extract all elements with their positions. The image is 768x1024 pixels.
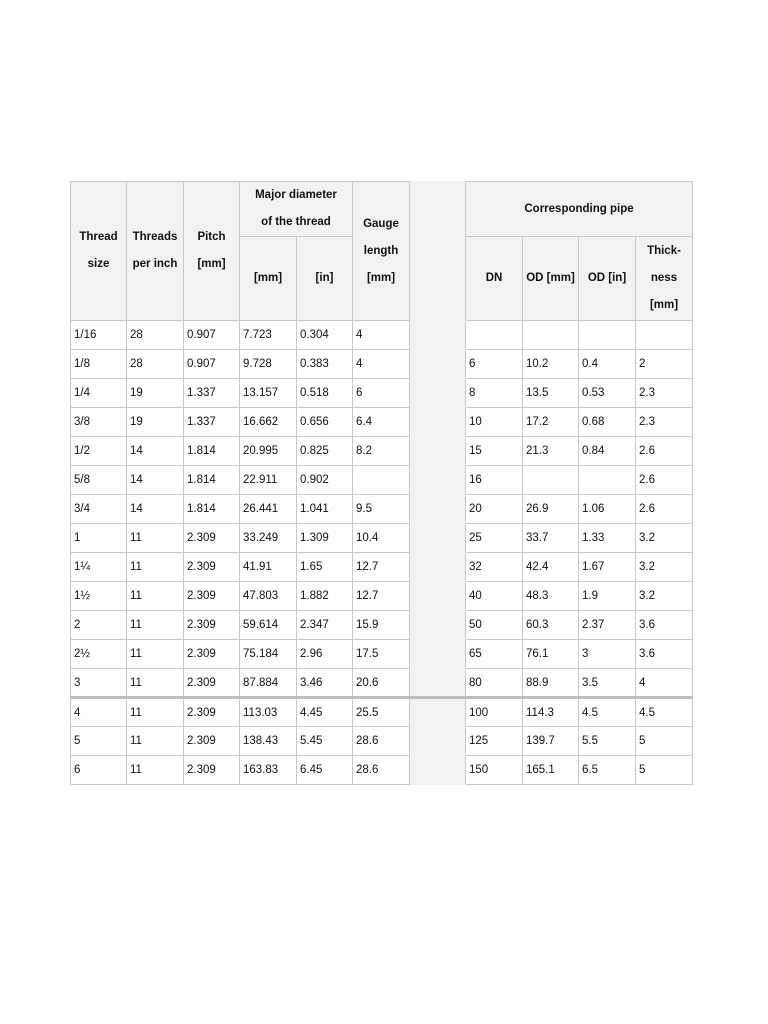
cell-od-in: 1.06 [579,495,636,524]
cell-gap [410,553,466,582]
cell-od-in: 0.53 [579,379,636,408]
thread-pipe-table [70,181,693,785]
cell-gauge-length: 17.5 [353,640,410,669]
cell-major-diameter-in: 6.45 [297,756,353,785]
cell-thread-size: 5/8 [71,466,127,495]
cell-dn: 8 [466,379,523,408]
cell-gap [410,582,466,611]
cell-major-diameter-mm: 22.911 [240,466,297,495]
cell-gap [410,379,466,408]
table-row [71,727,693,756]
cell-gauge-length: 15.9 [353,611,410,640]
cell-gauge-length: 12.7 [353,582,410,611]
table-row [71,698,693,727]
cell-dn: 50 [466,611,523,640]
cell-gauge-length: 10.4 [353,524,410,553]
cell-od-mm: 42.4 [523,553,579,582]
cell-major-diameter-mm: 75.184 [240,640,297,669]
cell-threads-per-inch: 14 [127,495,184,524]
cell-pitch: 0.907 [184,321,240,350]
cell-gap [410,611,466,640]
cell-pitch: 2.309 [184,640,240,669]
cell-major-diameter-in: 4.45 [297,698,353,727]
table-row [71,350,693,379]
cell-thread-size: 3/8 [71,408,127,437]
cell-major-diameter-mm: 87.884 [240,669,297,698]
table-row [71,582,693,611]
cell-od-in: 1.9 [579,582,636,611]
cell-pitch: 1.814 [184,466,240,495]
cell-major-diameter-mm: 163.83 [240,756,297,785]
cell-od-in: 1.67 [579,553,636,582]
header-gauge-length: Gauge length [mm] [353,182,410,321]
cell-od-mm [523,321,579,350]
cell-gauge-length [353,466,410,495]
table-row [71,321,693,350]
cell-thickness: 3.2 [636,524,693,553]
cell-gap [410,466,466,495]
cell-od-in: 3 [579,640,636,669]
table-row [71,437,693,466]
cell-od-mm: 26.9 [523,495,579,524]
cell-thread-size: 1 [71,524,127,553]
cell-dn: 15 [466,437,523,466]
cell-major-diameter-in: 1.041 [297,495,353,524]
cell-od-in: 0.68 [579,408,636,437]
cell-threads-per-inch: 11 [127,698,184,727]
cell-thickness: 4 [636,669,693,698]
cell-threads-per-inch: 28 [127,350,184,379]
cell-dn: 40 [466,582,523,611]
cell-thickness [636,321,693,350]
cell-od-mm: 10.2 [523,350,579,379]
header-threads-per-inch: Threads per inch [127,182,184,321]
cell-threads-per-inch: 11 [127,553,184,582]
cell-od-in: 0.84 [579,437,636,466]
cell-threads-per-inch: 11 [127,611,184,640]
cell-od-mm: 48.3 [523,582,579,611]
cell-major-diameter-in: 0.518 [297,379,353,408]
cell-thread-size: 2½ [71,640,127,669]
cell-pitch: 2.309 [184,669,240,698]
cell-threads-per-inch: 11 [127,756,184,785]
cell-thickness: 5 [636,727,693,756]
cell-gauge-length: 12.7 [353,553,410,582]
table-row [71,466,693,495]
cell-threads-per-inch: 28 [127,321,184,350]
header-row-1 [71,182,693,237]
cell-thread-size: 5 [71,727,127,756]
cell-gauge-length: 25.5 [353,698,410,727]
cell-thread-size: 3 [71,669,127,698]
cell-gap [410,524,466,553]
cell-od-in: 5.5 [579,727,636,756]
header-thickness: Thick- ness [mm] [636,237,693,321]
cell-dn: 20 [466,495,523,524]
header-thread-size: Thread size [71,182,127,321]
cell-dn: 150 [466,756,523,785]
cell-threads-per-inch: 11 [127,669,184,698]
table-row [71,379,693,408]
cell-gap [410,727,466,756]
cell-pitch: 2.309 [184,524,240,553]
cell-pitch: 2.309 [184,756,240,785]
cell-major-diameter-in: 1.65 [297,553,353,582]
table-row [71,669,693,698]
cell-od-mm: 114.3 [523,698,579,727]
cell-od-mm [523,466,579,495]
cell-major-diameter-in: 2.347 [297,611,353,640]
cell-thickness: 2.6 [636,466,693,495]
cell-thread-size: 1¼ [71,553,127,582]
cell-dn: 100 [466,698,523,727]
cell-gauge-length: 6 [353,379,410,408]
cell-thread-size: 1/8 [71,350,127,379]
cell-thickness: 2.3 [636,379,693,408]
cell-od-in: 6.5 [579,756,636,785]
cell-pitch: 2.309 [184,727,240,756]
cell-major-diameter-mm: 9.728 [240,350,297,379]
header-od-in: OD [in] [579,237,636,321]
cell-gap [410,437,466,466]
header-od-mm: OD [mm] [523,237,579,321]
cell-dn: 65 [466,640,523,669]
cell-threads-per-inch: 14 [127,437,184,466]
header-gap [410,182,466,321]
cell-major-diameter-in: 0.656 [297,408,353,437]
cell-gauge-length: 8.2 [353,437,410,466]
cell-gauge-length: 20.6 [353,669,410,698]
header-corresponding-pipe: Corresponding pipe [466,182,693,237]
cell-thread-size: 1/2 [71,437,127,466]
header-major-mm: [mm] [240,237,297,321]
cell-threads-per-inch: 11 [127,524,184,553]
cell-threads-per-inch: 11 [127,640,184,669]
cell-dn: 6 [466,350,523,379]
cell-major-diameter-mm: 7.723 [240,321,297,350]
cell-thickness: 5 [636,756,693,785]
cell-pitch: 1.337 [184,408,240,437]
cell-dn: 80 [466,669,523,698]
table-row [71,756,693,785]
cell-thickness: 2.6 [636,437,693,466]
cell-dn: 16 [466,466,523,495]
cell-gap [410,756,466,785]
cell-threads-per-inch: 11 [127,582,184,611]
cell-od-mm: 88.9 [523,669,579,698]
cell-major-diameter-in: 5.45 [297,727,353,756]
cell-pitch: 2.309 [184,553,240,582]
cell-threads-per-inch: 19 [127,379,184,408]
cell-od-mm: 33.7 [523,524,579,553]
cell-gap [410,495,466,524]
cell-thread-size: 2 [71,611,127,640]
table-row [71,611,693,640]
header-major-diameter: Major diameter of the thread [240,182,353,237]
cell-thread-size: 4 [71,698,127,727]
cell-od-in [579,321,636,350]
cell-od-mm: 139.7 [523,727,579,756]
cell-gap [410,640,466,669]
cell-dn: 10 [466,408,523,437]
cell-major-diameter-in: 0.902 [297,466,353,495]
cell-gauge-length: 4 [353,350,410,379]
cell-threads-per-inch: 19 [127,408,184,437]
cell-gap [410,408,466,437]
cell-gap [410,698,466,727]
cell-major-diameter-in: 0.383 [297,350,353,379]
cell-gauge-length: 28.6 [353,756,410,785]
cell-threads-per-inch: 11 [127,727,184,756]
cell-pitch: 2.309 [184,582,240,611]
cell-thickness: 3.2 [636,582,693,611]
cell-gauge-length: 6.4 [353,408,410,437]
cell-pitch: 2.309 [184,611,240,640]
table-row [71,553,693,582]
cell-thickness: 3.6 [636,640,693,669]
cell-dn: 32 [466,553,523,582]
cell-thickness: 3.6 [636,611,693,640]
cell-od-in: 2.37 [579,611,636,640]
cell-pitch: 1.337 [184,379,240,408]
cell-od-in: 3.5 [579,669,636,698]
cell-major-diameter-in: 0.825 [297,437,353,466]
cell-gap [410,350,466,379]
cell-thread-size: 1/16 [71,321,127,350]
header-major-in: [in] [297,237,353,321]
cell-gauge-length: 4 [353,321,410,350]
cell-major-diameter-mm: 47.803 [240,582,297,611]
table-body [71,321,693,785]
cell-dn: 25 [466,524,523,553]
cell-major-diameter-mm: 113.03 [240,698,297,727]
cell-dn [466,321,523,350]
table-row [71,640,693,669]
cell-od-mm: 76.1 [523,640,579,669]
cell-major-diameter-mm: 20.995 [240,437,297,466]
cell-od-mm: 21.3 [523,437,579,466]
cell-thickness: 3.2 [636,553,693,582]
table-row [71,495,693,524]
cell-major-diameter-mm: 16.662 [240,408,297,437]
cell-dn: 125 [466,727,523,756]
cell-gauge-length: 28.6 [353,727,410,756]
cell-major-diameter-in: 3.46 [297,669,353,698]
cell-pitch: 1.814 [184,437,240,466]
cell-od-in: 0.4 [579,350,636,379]
cell-pitch: 0.907 [184,350,240,379]
cell-major-diameter-in: 2.96 [297,640,353,669]
cell-major-diameter-in: 0.304 [297,321,353,350]
cell-threads-per-inch: 14 [127,466,184,495]
table-row [71,408,693,437]
cell-major-diameter-mm: 33.249 [240,524,297,553]
cell-major-diameter-in: 1.309 [297,524,353,553]
cell-gap [410,321,466,350]
cell-gauge-length: 9.5 [353,495,410,524]
header-pitch: Pitch [mm] [184,182,240,321]
cell-thickness: 2 [636,350,693,379]
cell-major-diameter-mm: 41.91 [240,553,297,582]
cell-thread-size: 1½ [71,582,127,611]
cell-od-in: 1.33 [579,524,636,553]
cell-od-in: 4.5 [579,698,636,727]
cell-od-mm: 17.2 [523,408,579,437]
cell-major-diameter-mm: 26.441 [240,495,297,524]
cell-od-mm: 13.5 [523,379,579,408]
header-dn: DN [466,237,523,321]
table-row [71,524,693,553]
cell-pitch: 1.814 [184,495,240,524]
cell-major-diameter-mm: 138.43 [240,727,297,756]
cell-thread-size: 6 [71,756,127,785]
cell-thread-size: 3/4 [71,495,127,524]
cell-thread-size: 1/4 [71,379,127,408]
cell-pitch: 2.309 [184,698,240,727]
cell-thickness: 4.5 [636,698,693,727]
cell-thickness: 2.6 [636,495,693,524]
cell-od-mm: 60.3 [523,611,579,640]
cell-od-mm: 165.1 [523,756,579,785]
cell-gap [410,669,466,698]
cell-major-diameter-mm: 59.614 [240,611,297,640]
cell-od-in [579,466,636,495]
cell-major-diameter-mm: 13.157 [240,379,297,408]
cell-thickness: 2.3 [636,408,693,437]
cell-major-diameter-in: 1.882 [297,582,353,611]
